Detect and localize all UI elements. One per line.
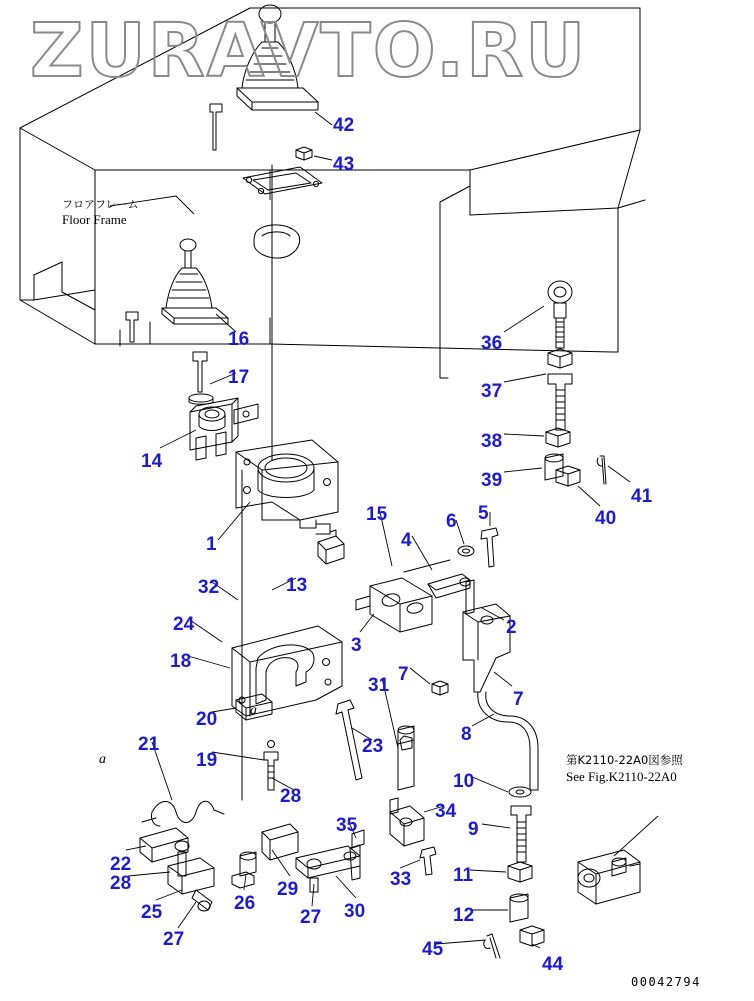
bracket-18 (232, 626, 342, 790)
lower-joystick-assembly (126, 239, 228, 404)
callout-28: 28 (280, 786, 302, 807)
callout-18: 18 (170, 651, 192, 672)
document-number: 00042794 (631, 975, 701, 989)
see-figure-note-jp: 第K2110-22A0図参照 (566, 753, 683, 767)
callout-36: 36 (481, 333, 503, 354)
callout-44: 44 (542, 954, 564, 975)
callout-14: 14 (141, 451, 163, 472)
callout-40: 40 (595, 508, 617, 529)
floor-frame-label-jp: フロアフレーム (62, 198, 139, 211)
callout-34: 34 (435, 801, 457, 822)
leader-lines (110, 112, 658, 948)
callout-13: 13 (286, 575, 308, 596)
callout-26: 26 (234, 893, 256, 914)
callout-15: 15 (366, 504, 388, 525)
callout-12: 12 (453, 905, 475, 926)
callout-39: 39 (481, 470, 503, 491)
callout-19: 19 (196, 750, 218, 771)
callout-4: 4 (401, 530, 412, 551)
detail-marker-a-right: a (250, 703, 257, 718)
fastener-stack-36-41 (545, 281, 606, 486)
callout-29: 29 (277, 879, 299, 900)
callout-11: 11 (453, 865, 474, 886)
callout-21: 21 (138, 734, 160, 755)
detail-marker-a-left: a (99, 752, 106, 767)
callout-9: 9 (468, 819, 479, 840)
callout-17: 17 (228, 367, 250, 388)
see-figure-note-en: See Fig.K2110-22A0 (566, 769, 677, 784)
bolt-5-washer-6 (458, 528, 498, 567)
callout-25: 25 (141, 902, 163, 923)
callout-37: 37 (481, 381, 503, 402)
callout-2: 2 (506, 617, 517, 638)
callout-30: 30 (344, 901, 366, 922)
floor-frame-label-en: Floor Frame (62, 212, 127, 227)
callout-7b: 7 (513, 689, 524, 710)
callout-20: 20 (196, 709, 218, 730)
watermark-text: ZURAVTO.RU (30, 8, 588, 94)
fastener-stack-9-12 (484, 787, 640, 958)
link-3-clevis (356, 574, 470, 632)
callout-10: 10 (453, 771, 475, 792)
callout-7: 7 (398, 664, 409, 685)
callout-24: 24 (173, 614, 195, 635)
callout-35: 35 (336, 815, 358, 836)
callout-8: 8 (461, 724, 472, 745)
part-15-block (318, 530, 344, 564)
callout-3: 3 (351, 635, 362, 656)
callout-23: 23 (362, 736, 384, 757)
main-housing-1 (236, 440, 338, 534)
callout-16: 16 (228, 329, 250, 350)
callout-28b: 28 (110, 873, 132, 894)
callout-32: 32 (198, 577, 220, 598)
callout-43: 43 (333, 154, 355, 175)
vertical-shaft-13 (242, 165, 272, 800)
callout-41: 41 (631, 486, 653, 507)
rod-2-block-7 (432, 580, 538, 790)
callout-22: 22 (110, 854, 132, 875)
bracket-14 (190, 398, 258, 460)
callout-6: 6 (446, 511, 457, 532)
callout-45: 45 (422, 939, 444, 960)
callout-27: 27 (163, 929, 185, 950)
callout-1: 1 (206, 534, 217, 555)
callout-33: 33 (390, 869, 412, 890)
callout-31: 31 (368, 675, 390, 696)
callout-38: 38 (481, 431, 503, 452)
callout-42: 42 (333, 115, 355, 136)
callout-5: 5 (478, 503, 489, 524)
callout-27b: 27 (300, 907, 322, 928)
